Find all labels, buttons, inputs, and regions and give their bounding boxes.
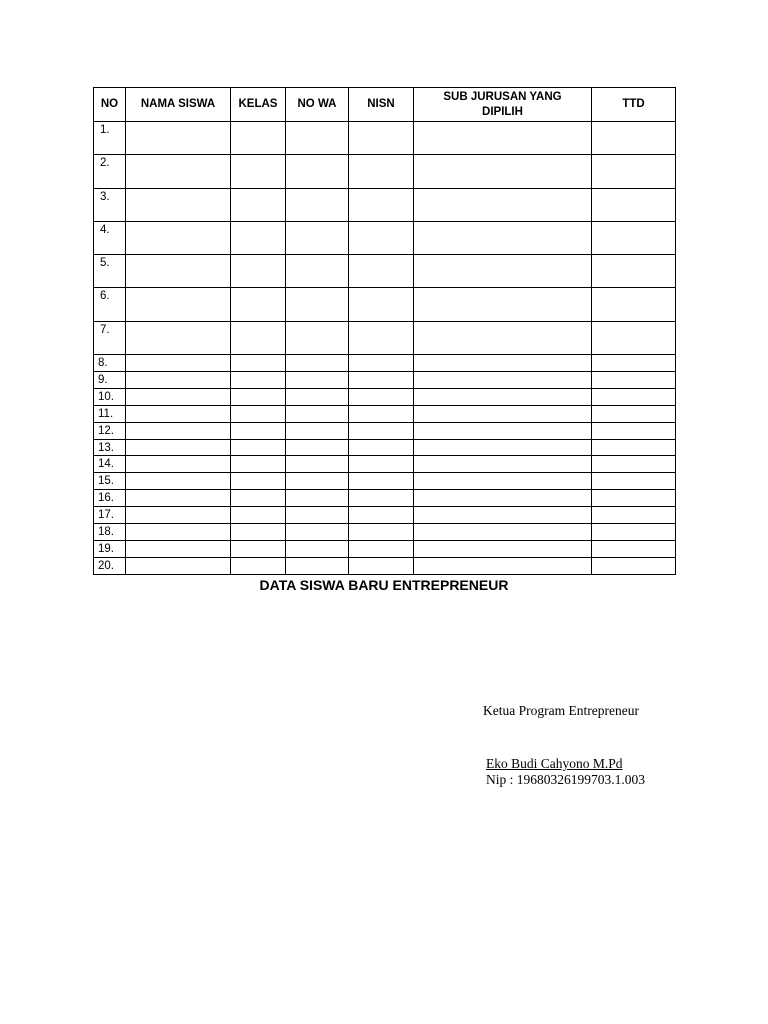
row-number: 11.	[94, 405, 126, 422]
cell-no-wa[interactable]	[286, 221, 349, 254]
table-row	[94, 122, 676, 155]
cell-sub-jurusan[interactable]	[414, 122, 592, 155]
cell-no-wa[interactable]	[286, 473, 349, 490]
cell-no-wa[interactable]	[286, 490, 349, 507]
row-number: 14.	[94, 456, 126, 473]
cell-kelas[interactable]	[231, 288, 286, 321]
table-row	[94, 439, 676, 456]
table-body	[94, 122, 676, 575]
cell-nama-siswa[interactable]	[126, 540, 231, 557]
cell-nisn[interactable]	[349, 456, 414, 473]
cell-no-wa[interactable]	[286, 371, 349, 388]
cell-nama-siswa[interactable]	[126, 221, 231, 254]
cell-kelas[interactable]	[231, 321, 286, 354]
row-number: 1.	[94, 122, 126, 155]
cell-no-wa[interactable]	[286, 439, 349, 456]
row-number: 3.	[94, 188, 126, 221]
cell-kelas[interactable]	[231, 388, 286, 405]
row-number: 20.	[94, 557, 126, 574]
header-kelas: KELAS	[231, 88, 286, 122]
cell-nisn[interactable]	[349, 523, 414, 540]
cell-ttd[interactable]	[592, 371, 676, 388]
cell-sub-jurusan[interactable]	[414, 523, 592, 540]
cell-kelas[interactable]	[231, 405, 286, 422]
table-row	[94, 155, 676, 188]
table-row	[94, 188, 676, 221]
cell-nisn[interactable]	[349, 155, 414, 188]
cell-ttd[interactable]	[592, 388, 676, 405]
row-number: 17.	[94, 507, 126, 524]
cell-ttd[interactable]	[592, 422, 676, 439]
cell-ttd[interactable]	[592, 557, 676, 574]
table-row	[94, 540, 676, 557]
table-row	[94, 557, 676, 574]
cell-sub-jurusan[interactable]	[414, 155, 592, 188]
cell-ttd[interactable]	[592, 122, 676, 155]
table-row	[94, 422, 676, 439]
student-data-table	[93, 87, 676, 575]
cell-nama-siswa[interactable]	[126, 388, 231, 405]
header-no: NO	[94, 88, 126, 122]
table-row	[94, 507, 676, 524]
cell-no-wa[interactable]	[286, 288, 349, 321]
cell-kelas[interactable]	[231, 188, 286, 221]
table-row	[94, 221, 676, 254]
cell-nisn[interactable]	[349, 473, 414, 490]
cell-nisn[interactable]	[349, 507, 414, 524]
signature-nip: Nip : 19680326199703.1.003	[486, 772, 646, 787]
cell-nama-siswa[interactable]	[126, 371, 231, 388]
header-nisn: NISN	[349, 88, 414, 122]
cell-nama-siswa[interactable]	[126, 188, 231, 221]
cell-nisn[interactable]	[349, 255, 414, 288]
cell-nisn[interactable]	[349, 188, 414, 221]
cell-kelas[interactable]	[231, 540, 286, 557]
cell-ttd[interactable]	[592, 540, 676, 557]
cell-no-wa[interactable]	[286, 523, 349, 540]
cell-ttd[interactable]	[592, 321, 676, 354]
row-number: 16.	[94, 490, 126, 507]
cell-sub-jurusan[interactable]	[414, 490, 592, 507]
cell-sub-jurusan[interactable]	[414, 557, 592, 574]
cell-nama-siswa[interactable]	[126, 422, 231, 439]
cell-no-wa[interactable]	[286, 388, 349, 405]
row-number: 10.	[94, 388, 126, 405]
table-row	[94, 288, 676, 321]
table-row	[94, 473, 676, 490]
cell-ttd[interactable]	[592, 155, 676, 188]
cell-ttd[interactable]	[592, 288, 676, 321]
cell-sub-jurusan[interactable]	[414, 439, 592, 456]
signature-name: Eko Budi Cahyono M.Pd	[486, 756, 623, 771]
table-header-row	[94, 88, 676, 122]
cell-no-wa[interactable]	[286, 355, 349, 372]
signature-role: Ketua Program Entrepreneur	[483, 703, 639, 718]
row-number: 7.	[94, 321, 126, 354]
document-title: DATA SISWA BARU ENTREPRENEUR	[259, 577, 509, 593]
cell-nama-siswa[interactable]	[126, 490, 231, 507]
cell-sub-jurusan[interactable]	[414, 473, 592, 490]
row-number: 18.	[94, 523, 126, 540]
cell-no-wa[interactable]	[286, 507, 349, 524]
cell-sub-jurusan[interactable]	[414, 456, 592, 473]
cell-sub-jurusan[interactable]	[414, 188, 592, 221]
cell-no-wa[interactable]	[286, 188, 349, 221]
cell-sub-jurusan[interactable]	[414, 388, 592, 405]
cell-ttd[interactable]	[592, 221, 676, 254]
row-number: 4.	[94, 221, 126, 254]
cell-nama-siswa[interactable]	[126, 355, 231, 372]
cell-sub-jurusan[interactable]	[414, 355, 592, 372]
cell-nama-siswa[interactable]	[126, 557, 231, 574]
cell-nisn[interactable]	[349, 540, 414, 557]
cell-nama-siswa[interactable]	[126, 288, 231, 321]
cell-kelas[interactable]	[231, 456, 286, 473]
cell-no-wa[interactable]	[286, 422, 349, 439]
cell-nama-siswa[interactable]	[126, 155, 231, 188]
header-sub-jurusan: SUB JURUSAN YANG DIPILIH	[414, 88, 592, 122]
table-row	[94, 321, 676, 354]
cell-sub-jurusan[interactable]	[414, 540, 592, 557]
cell-ttd[interactable]	[592, 439, 676, 456]
cell-nisn[interactable]	[349, 355, 414, 372]
table-row	[94, 355, 676, 372]
cell-no-wa[interactable]	[286, 456, 349, 473]
cell-nisn[interactable]	[349, 422, 414, 439]
cell-nama-siswa[interactable]	[126, 439, 231, 456]
cell-nama-siswa[interactable]	[126, 456, 231, 473]
table-row	[94, 456, 676, 473]
row-number: 2.	[94, 155, 126, 188]
cell-nisn[interactable]	[349, 557, 414, 574]
cell-kelas[interactable]	[231, 355, 286, 372]
cell-kelas[interactable]	[231, 122, 286, 155]
row-number: 5.	[94, 255, 126, 288]
cell-nisn[interactable]	[349, 388, 414, 405]
cell-ttd[interactable]	[592, 456, 676, 473]
row-number: 6.	[94, 288, 126, 321]
table-row	[94, 371, 676, 388]
cell-kelas[interactable]	[231, 490, 286, 507]
cell-kelas[interactable]	[231, 473, 286, 490]
cell-nama-siswa[interactable]	[126, 507, 231, 524]
cell-kelas[interactable]	[231, 221, 286, 254]
cell-ttd[interactable]	[592, 188, 676, 221]
row-number: 12.	[94, 422, 126, 439]
cell-kelas[interactable]	[231, 155, 286, 188]
cell-kelas[interactable]	[231, 557, 286, 574]
cell-kelas[interactable]	[231, 371, 286, 388]
header-no-wa: NO WA	[286, 88, 349, 122]
cell-ttd[interactable]	[592, 355, 676, 372]
cell-no-wa[interactable]	[286, 557, 349, 574]
cell-nisn[interactable]	[349, 439, 414, 456]
cell-sub-jurusan[interactable]	[414, 507, 592, 524]
row-number: 8.	[94, 355, 126, 372]
cell-nama-siswa[interactable]	[126, 405, 231, 422]
cell-sub-jurusan[interactable]	[414, 288, 592, 321]
cell-ttd[interactable]	[592, 473, 676, 490]
cell-nisn[interactable]	[349, 490, 414, 507]
cell-nama-siswa[interactable]	[126, 523, 231, 540]
cell-sub-jurusan[interactable]	[414, 221, 592, 254]
row-number: 9.	[94, 371, 126, 388]
cell-ttd[interactable]	[592, 255, 676, 288]
cell-ttd[interactable]	[592, 523, 676, 540]
cell-nama-siswa[interactable]	[126, 473, 231, 490]
cell-sub-jurusan[interactable]	[414, 422, 592, 439]
cell-no-wa[interactable]	[286, 540, 349, 557]
row-number: 15.	[94, 473, 126, 490]
cell-nisn[interactable]	[349, 405, 414, 422]
cell-no-wa[interactable]	[286, 321, 349, 354]
cell-nisn[interactable]	[349, 122, 414, 155]
cell-kelas[interactable]	[231, 422, 286, 439]
table-row	[94, 388, 676, 405]
cell-ttd[interactable]	[592, 490, 676, 507]
cell-nama-siswa[interactable]	[126, 122, 231, 155]
header-ttd: TTD	[592, 88, 676, 122]
cell-no-wa[interactable]	[286, 155, 349, 188]
cell-nama-siswa[interactable]	[126, 321, 231, 354]
cell-sub-jurusan[interactable]	[414, 371, 592, 388]
row-number: 19.	[94, 540, 126, 557]
cell-sub-jurusan[interactable]	[414, 405, 592, 422]
cell-kelas[interactable]	[231, 439, 286, 456]
cell-no-wa[interactable]	[286, 255, 349, 288]
cell-nisn[interactable]	[349, 371, 414, 388]
cell-ttd[interactable]	[592, 405, 676, 422]
cell-kelas[interactable]	[231, 255, 286, 288]
row-number: 13.	[94, 439, 126, 456]
cell-no-wa[interactable]	[286, 122, 349, 155]
table-row	[94, 405, 676, 422]
table-row	[94, 490, 676, 507]
table-row	[94, 523, 676, 540]
cell-no-wa[interactable]	[286, 405, 349, 422]
cell-kelas[interactable]	[231, 523, 286, 540]
cell-kelas[interactable]	[231, 507, 286, 524]
cell-sub-jurusan[interactable]	[414, 321, 592, 354]
cell-nisn[interactable]	[349, 288, 414, 321]
cell-sub-jurusan[interactable]	[414, 255, 592, 288]
cell-nisn[interactable]	[349, 221, 414, 254]
cell-nama-siswa[interactable]	[126, 255, 231, 288]
table-row	[94, 255, 676, 288]
header-nama-siswa: NAMA SISWA	[126, 88, 231, 122]
cell-ttd[interactable]	[592, 507, 676, 524]
cell-nisn[interactable]	[349, 321, 414, 354]
